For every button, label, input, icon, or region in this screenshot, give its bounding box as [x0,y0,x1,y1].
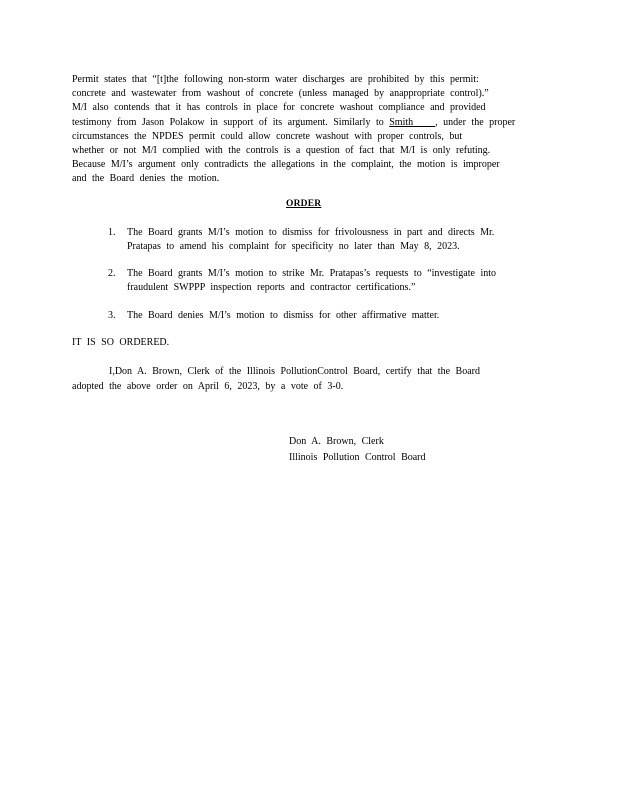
order-item-text [127,267,527,295]
signatory-name: Don A. Brown, Clerk [289,436,384,447]
order-item-number: 3. [108,310,116,321]
order-item-line: The Board grants M/I’s motion to strike Mr. Pratapas’s requests to “investigate into [127,268,497,279]
order-item-line: The Board grants M/I’s motion to dismiss for frivolousness in part and directs Mr. [127,227,495,238]
clerk-certification [72,364,512,394]
order-item-line: Pratapas to amend his complaint for specificity no later than May 8, 2023. [127,241,460,253]
order-item-line: The Board denies M/I’s motion to dismiss for other affirmative matter. [127,310,440,321]
paragraph-line: M/I also contends that it has controls in place for concrete washout compliance and provided [72,102,486,114]
paragraph-line-tail: , under the proper [435,116,516,128]
order-item-text [127,309,527,323]
certification-line: I,Don A. Brown, Clerk of the Illinois PollutionControl Board, certify that the Board [109,366,480,377]
order-item-text [127,226,527,254]
smith-case-reference: Smith [389,116,414,128]
signature-block [289,434,426,465]
paragraph-line: Permit states that “[t]the following non-storm water discharges are prohibited by this permit: [72,74,479,85]
signatory-organization: Illinois Pollution Control Board [289,451,426,463]
paragraph-line: and the Board denies the motion. [72,173,220,185]
certification-line: adopted the above order on April 6, 2023, by a vote of 3-0. [72,381,344,392]
order-item-line: fraudulent SWPPP inspection reports and contractor certifications.” [127,282,416,294]
paragraph-line: whether or not M/I complied with the controls is a question of fact that M/I is only refuting. [72,145,491,157]
order-item-number: 2. [108,268,116,279]
paragraph-line: concrete and wastewater from washout of concrete (unless managed by anappropriate control).” [72,88,489,100]
paragraph-line: Because M/I’s argument only contradicts the allegations in the complaint, the motion is improper [72,159,500,171]
so-ordered-statement: IT IS SO ORDERED. [72,337,170,348]
citation-blank [413,117,435,128]
body-paragraph [72,73,534,187]
paragraph-line-with-citation [72,116,534,130]
order-item-number: 1. [108,227,116,238]
paragraph-line-head: testimony from Jason Polakow in support of its argument. Similarly to [72,116,390,128]
order-heading: ORDER [286,199,322,209]
paragraph-line: circumstances the NPDES permit could allow concrete washout with proper controls, but [72,130,463,142]
